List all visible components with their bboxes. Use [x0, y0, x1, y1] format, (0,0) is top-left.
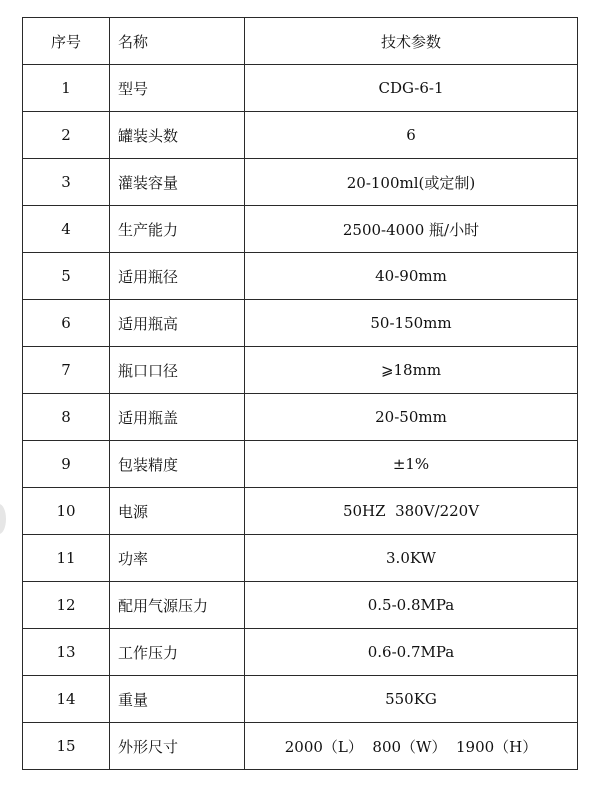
table-row: [23, 300, 578, 347]
table-row: [23, 582, 578, 629]
row-param: 6: [245, 112, 578, 159]
row-param: CDG-6-1: [245, 65, 578, 112]
row-param: 20-50mm: [245, 394, 578, 441]
row-name: 生产能力: [110, 206, 245, 253]
table-row: [23, 253, 578, 300]
row-no: 2: [23, 112, 110, 159]
row-no: 15: [23, 723, 110, 770]
row-name: 灌装容量: [110, 159, 245, 206]
row-param: 0.6-0.7MPa: [245, 629, 578, 676]
row-name: 瓶口口径: [110, 347, 245, 394]
row-no: 10: [23, 488, 110, 535]
row-name: 适用瓶径: [110, 253, 245, 300]
row-name: 适用瓶盖: [110, 394, 245, 441]
row-param: ⩾18mm: [245, 347, 578, 394]
spec-table: [22, 17, 578, 770]
table-row: [23, 441, 578, 488]
row-param: 550KG: [245, 676, 578, 723]
table-header-row: [23, 18, 578, 65]
row-param: 40-90mm: [245, 253, 578, 300]
table-row: [23, 535, 578, 582]
table-row: [23, 629, 578, 676]
row-param: 50-150mm: [245, 300, 578, 347]
row-param: 50HZ 380V/220V: [245, 488, 578, 535]
row-no: 12: [23, 582, 110, 629]
row-no: 1: [23, 65, 110, 112]
row-no: 4: [23, 206, 110, 253]
row-param: 20-100ml(或定制): [245, 159, 578, 206]
table-row: [23, 206, 578, 253]
row-param: 3.0KW: [245, 535, 578, 582]
header-param: 技术参数: [245, 18, 578, 65]
row-name: 适用瓶高: [110, 300, 245, 347]
row-name: 外形尺寸: [110, 723, 245, 770]
table-row: [23, 723, 578, 770]
row-no: 11: [23, 535, 110, 582]
row-no: 13: [23, 629, 110, 676]
row-name: 包装精度: [110, 441, 245, 488]
row-no: 8: [23, 394, 110, 441]
table-row: [23, 65, 578, 112]
table-body: [23, 65, 578, 770]
table-row: [23, 159, 578, 206]
table-row: [23, 112, 578, 159]
row-name: 电源: [110, 488, 245, 535]
page-edge-shadow: [0, 504, 6, 534]
row-name: 型号: [110, 65, 245, 112]
table-row: [23, 676, 578, 723]
row-param: 2000（L） 800（W） 1900（H）: [245, 723, 578, 770]
row-no: 5: [23, 253, 110, 300]
table-row: [23, 347, 578, 394]
row-param: ±1%: [245, 441, 578, 488]
row-name: 配用气源压力: [110, 582, 245, 629]
row-no: 7: [23, 347, 110, 394]
row-name: 工作压力: [110, 629, 245, 676]
table-row: [23, 394, 578, 441]
row-no: 6: [23, 300, 110, 347]
row-no: 3: [23, 159, 110, 206]
row-no: 14: [23, 676, 110, 723]
row-param: 0.5-0.8MPa: [245, 582, 578, 629]
table-row: [23, 488, 578, 535]
row-name: 重量: [110, 676, 245, 723]
row-name: 罐装头数: [110, 112, 245, 159]
row-name: 功率: [110, 535, 245, 582]
row-no: 9: [23, 441, 110, 488]
header-no: 序号: [23, 18, 110, 65]
row-param: 2500-4000 瓶/小时: [245, 206, 578, 253]
header-name: 名称: [110, 18, 245, 65]
